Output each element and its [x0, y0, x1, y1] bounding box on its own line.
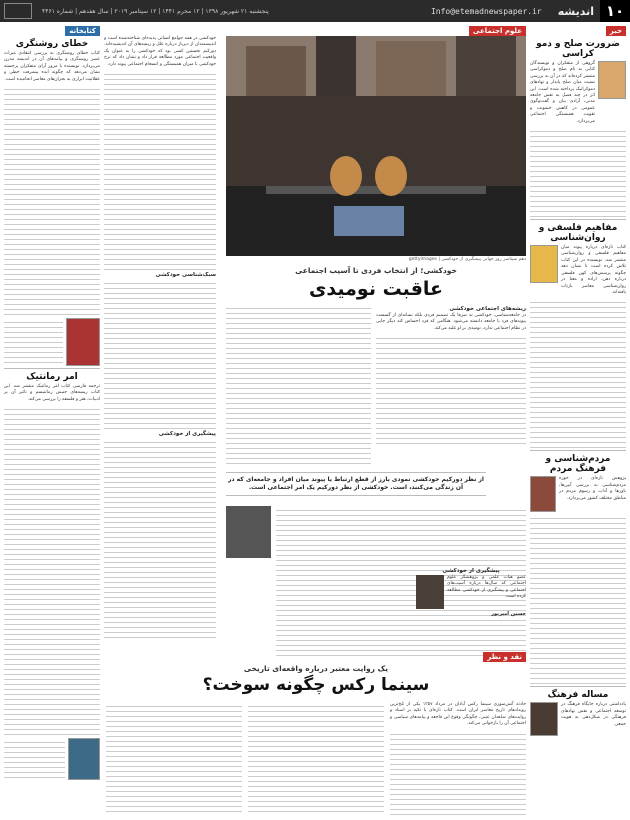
- subheading: سبک‌شناسی خودکشی: [155, 272, 216, 279]
- item-title: ضرورت صلح و دمو کراسی: [536, 39, 620, 59]
- contact-email[interactable]: Info@etemadnewspaper.ir: [430, 6, 542, 16]
- book-cover-image: [530, 245, 558, 283]
- section-tag: نقد و نظر: [483, 652, 526, 662]
- author-portrait: [530, 702, 558, 736]
- article-headline: عاقبت نومیدی: [309, 278, 443, 300]
- item-title: مردم‌شناسی و فرهنگ مردم: [545, 454, 611, 475]
- page-number: ۱۰: [600, 0, 630, 22]
- story-body-continued: [390, 730, 526, 816]
- section-tag: کتابخانه: [65, 26, 100, 36]
- article-body-continued: [226, 304, 371, 464]
- left-column: [4, 26, 100, 816]
- photo-caption: دهم سپتامبر روز جهانی پیشگیری از خودکشی | gettyimages: [408, 257, 526, 262]
- item-body-continued: [530, 127, 626, 217]
- profile-body: عضو هیات علمی و پژوهشگر علوم اجتماعی که سال‌ها درباره آسیب‌های اجتماعی و پیشگیری از خودکشی مطالعه کرده است.: [447, 575, 526, 600]
- item-body: یادداشتی درباره جایگاه فرهنگ در توسعه اجتماعی و نقش نهادهای فرهنگی در شکل‌دهی به هویت جمعی.: [561, 702, 626, 727]
- book-cover-image: [598, 61, 626, 99]
- article-body-continued: [104, 438, 216, 638]
- newspaper-logo-icon: [4, 3, 32, 19]
- article-body-continued: [104, 279, 216, 429]
- story-body: حادثه آتش‌سوزی سینما رکس آبادان در مرداد ۱۳۵۷ یکی از تلخ‌ترین رویدادهای تاریخ معاصر ایران است. کتاب تازه‌ای با تکیه بر اسناد و روایت‌های شاهدان عینی، چگونگی وقوع این فاجعه و پیامدهای سیاسی و اجتماعی آن را بازخوانی می‌کند.: [390, 702, 526, 727]
- story-body-continued: [248, 702, 384, 816]
- story-kicker: یک روایت معتبر درباره واقعه‌ای تاریخی: [243, 664, 389, 673]
- main-article-area: [104, 26, 526, 816]
- book-details: [4, 318, 63, 366]
- article-body-continued: [104, 70, 216, 270]
- article-body: خودکشی در همه جوامع انسانی پدیده‌ای شناخته‌شده است و اندیشمندان از دیرباز درباره علل و ریشه‌های آن اندیشیده‌اند. دورکیم نخستین کسی بود که خودکشی را به عنوان یک واقعیت اجتماعی مورد مطالعه قرار داد و نشان داد که نرخ خودکشی با میزان همبستگی و انسجام اجتماعی پیوند دارد.: [104, 36, 216, 67]
- book-cover-image: [530, 476, 556, 512]
- section-tag: خبر: [606, 26, 626, 36]
- item-body: کتاب تازه‌ای درباره پیوند میان مفاهیم فلسفی و روان‌شناسی منتشر شد. نویسنده در این کتاب تلاش کرده است تا نشان دهد چگونه پرسش‌های کهن فلسفی درباره ذهن، اراده و معنا در روان‌شناسی معاصر بازتاب یافته‌اند.: [561, 245, 626, 295]
- item-body-continued: [530, 514, 626, 684]
- story-title: سینما رکس چگونه سوخت؟: [202, 675, 430, 695]
- durkheim-portrait: [226, 506, 271, 558]
- item-title: مساله فرهنگ: [547, 690, 609, 701]
- item-body: کتاب خطای روشنگری به بررسی انتقادی میراث عصر روشنگری و پیامدهای آن در اندیشه مدرن می‌پردازد. نویسنده با مرور آرای متفکران برجسته نشان می‌دهد که چگونه ایده پیشرفت خطی و عقلانیت ابزاری به بحران‌های معاصر انجامیده است.: [4, 51, 100, 82]
- pull-quote: از نظر دورکیم خودکشی نمودی بارز از قطع ارتباط یا پیوند میان افراد و جامعه‌ای که در آن زندگی می‌کنند، است. خودکشی از نظر دورکیم یک امر اجتماعی است.: [226, 472, 486, 496]
- item-title: مفاهیم فلسفی و روان‌شناسی: [538, 223, 618, 244]
- item-body: پژوهش تازه‌ای در حوزه مردم‌شناسی به بررسی آیین‌ها، باورها و آداب و رسوم مردم در مناطق مختلف کشور می‌پردازد.: [559, 476, 626, 501]
- item-body: گروهی از متفکران و نویسندگان کتابی به نام صلح و دموکراسی منتشر کرده‌اند که در آن به بررسی نسبت میان صلح پایدار و نهادهای دموکراتیک پرداخته شده است. این اثر در چند فصل به نقش جامعه مدنی، آزادی بیان و گفت‌وگوی عمومی در کاهش خشونت و تقویت همبستگی اجتماعی می‌پردازد.: [530, 61, 595, 124]
- profile-heading: پیشگیری از خودکشی: [442, 568, 500, 574]
- profile-name: حسین امیرپور: [491, 611, 526, 617]
- masthead: [0, 0, 630, 22]
- book-cover-image: [66, 318, 100, 366]
- article-body: در جامعه‌شناسی، خودکشی نه صرفا یک تصمیم فردی بلکه نشانه‌ای از گسست پیوندهای فرد با جامعه دانسته می‌شود. هنگامی که فرد احساس کند دیگر جایی در نظام اجتماعی ندارد، نومیدی بر او غلبه می‌کند.: [376, 313, 526, 331]
- article-body-continued: [376, 334, 526, 444]
- item-title: خطای روشنگری: [15, 39, 89, 49]
- dateline: پنجشنبه ۲۱ شهریور ۱۳۹۸ | ۱۲ محرم ۱۴۴۱ | ۱۲ سپتامبر ۲۰۱۹ | سال هفدهم | شماره ۴۴۶۱: [42, 7, 269, 15]
- item-body-continued: [4, 85, 100, 315]
- item-body: ترجمه فارسی کتاب امر رمانتیک منتشر شد. این کتاب ریشه‌های جنبش رمانتیسم و تاثیر آن بر ادبیات، هنر و فلسفه را بررسی می‌کند.: [4, 384, 100, 402]
- book-cover-image: [68, 738, 100, 780]
- section-title: اندیشه: [557, 4, 594, 18]
- right-column: [530, 26, 626, 816]
- section-tag: علوم اجتماعی: [469, 26, 526, 36]
- item-body-continued: [530, 298, 626, 448]
- subheading: ریشه‌های اجتماعی خودکشی: [449, 306, 526, 312]
- book-details: [4, 738, 65, 780]
- subheading: پیشگیری از خودکشی: [158, 431, 216, 438]
- item-body-continued: [4, 405, 100, 735]
- article-kicker: خودکشی؛ از انتخاب فردی تا آسیب اجتماعی: [295, 266, 457, 275]
- profile-photo: [416, 575, 444, 609]
- main-photo: [226, 36, 526, 256]
- story-body-continued: [106, 702, 242, 816]
- item-title: امر رمانتیک: [26, 372, 78, 383]
